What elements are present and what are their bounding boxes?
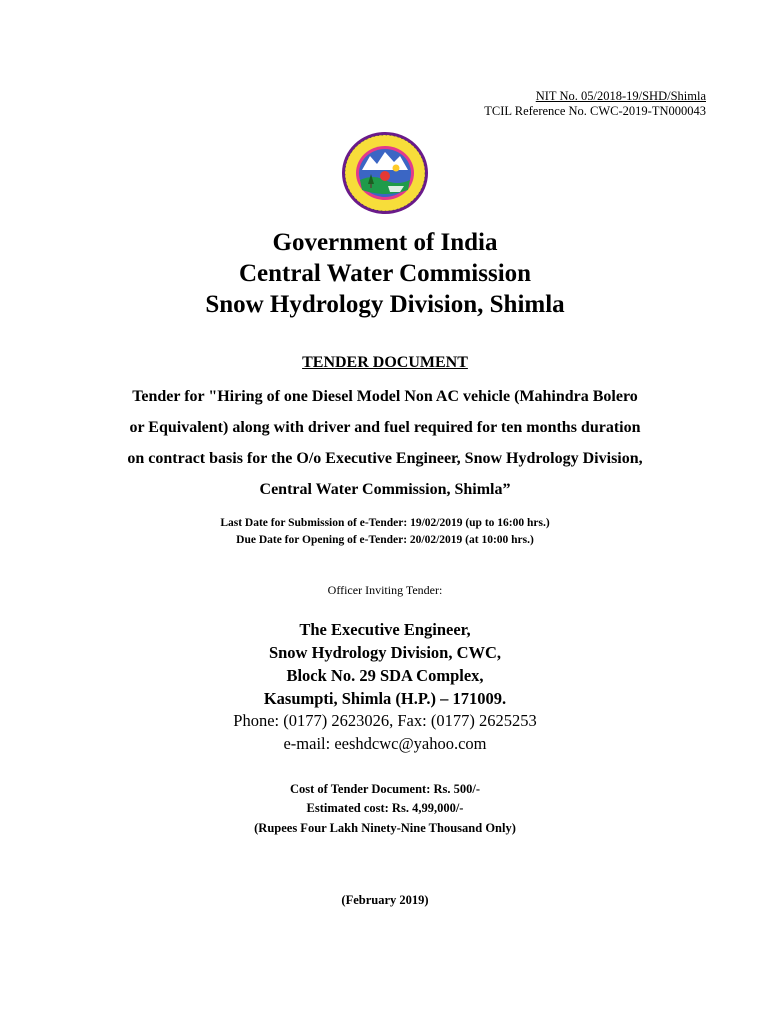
document-cost: Cost of Tender Document: Rs. 500/- bbox=[289, 782, 481, 796]
officer-email: e-mail: eeshdcwc@yahoo.com bbox=[283, 734, 487, 753]
submission-date: Last Date for Submission of e-Tender: 19/02/2019 (up to 16:00 hrs.) bbox=[220, 517, 550, 529]
officer-address-line: Snow Hydrology Division, CWC, bbox=[268, 643, 502, 662]
document-date: (February 2019) bbox=[341, 893, 429, 907]
tender-heading: TENDER DOCUMENT bbox=[302, 354, 468, 371]
tcil-reference: TCIL Reference No. CWC-2019-TN000043 bbox=[484, 104, 706, 118]
tender-description-line: on contract basis for the O/o Executive Engineer, Snow Hydrology Division, bbox=[127, 450, 643, 467]
title-commission: Central Water Commission bbox=[238, 260, 532, 287]
title-government: Government of India bbox=[272, 229, 498, 256]
officer-label: Officer Inviting Tender: bbox=[327, 583, 443, 597]
officer-address-line: The Executive Engineer, bbox=[299, 620, 471, 639]
estimated-cost: Estimated cost: Rs. 4,99,000/- bbox=[306, 801, 464, 815]
tender-description-line: Tender for "Hiring of one Diesel Model Non AC vehicle (Mahindra Bolero bbox=[132, 388, 638, 405]
opening-date: Due Date for Opening of e-Tender: 20/02/2019 (at 10:00 hrs.) bbox=[236, 534, 534, 546]
officer-address-line: Block No. 29 SDA Complex, bbox=[286, 666, 484, 685]
tender-description-line: Central Water Commission, Shimla” bbox=[259, 481, 511, 498]
cwc-emblem-icon bbox=[340, 130, 430, 216]
officer-address-line: Kasumpti, Shimla (H.P.) – 171009. bbox=[263, 689, 507, 708]
title-division: Snow Hydrology Division, Shimla bbox=[205, 291, 565, 318]
officer-phone: Phone: (0177) 2623026, Fax: (0177) 2625253 bbox=[233, 711, 537, 730]
tender-description-line: or Equivalent) along with driver and fuel required for ten months duration bbox=[129, 419, 641, 436]
nit-number: NIT No. 05/2018-19/SHD/Shimla bbox=[535, 89, 706, 103]
cost-in-words: (Rupees Four Lakh Ninety-Nine Thousand Only) bbox=[254, 821, 516, 835]
